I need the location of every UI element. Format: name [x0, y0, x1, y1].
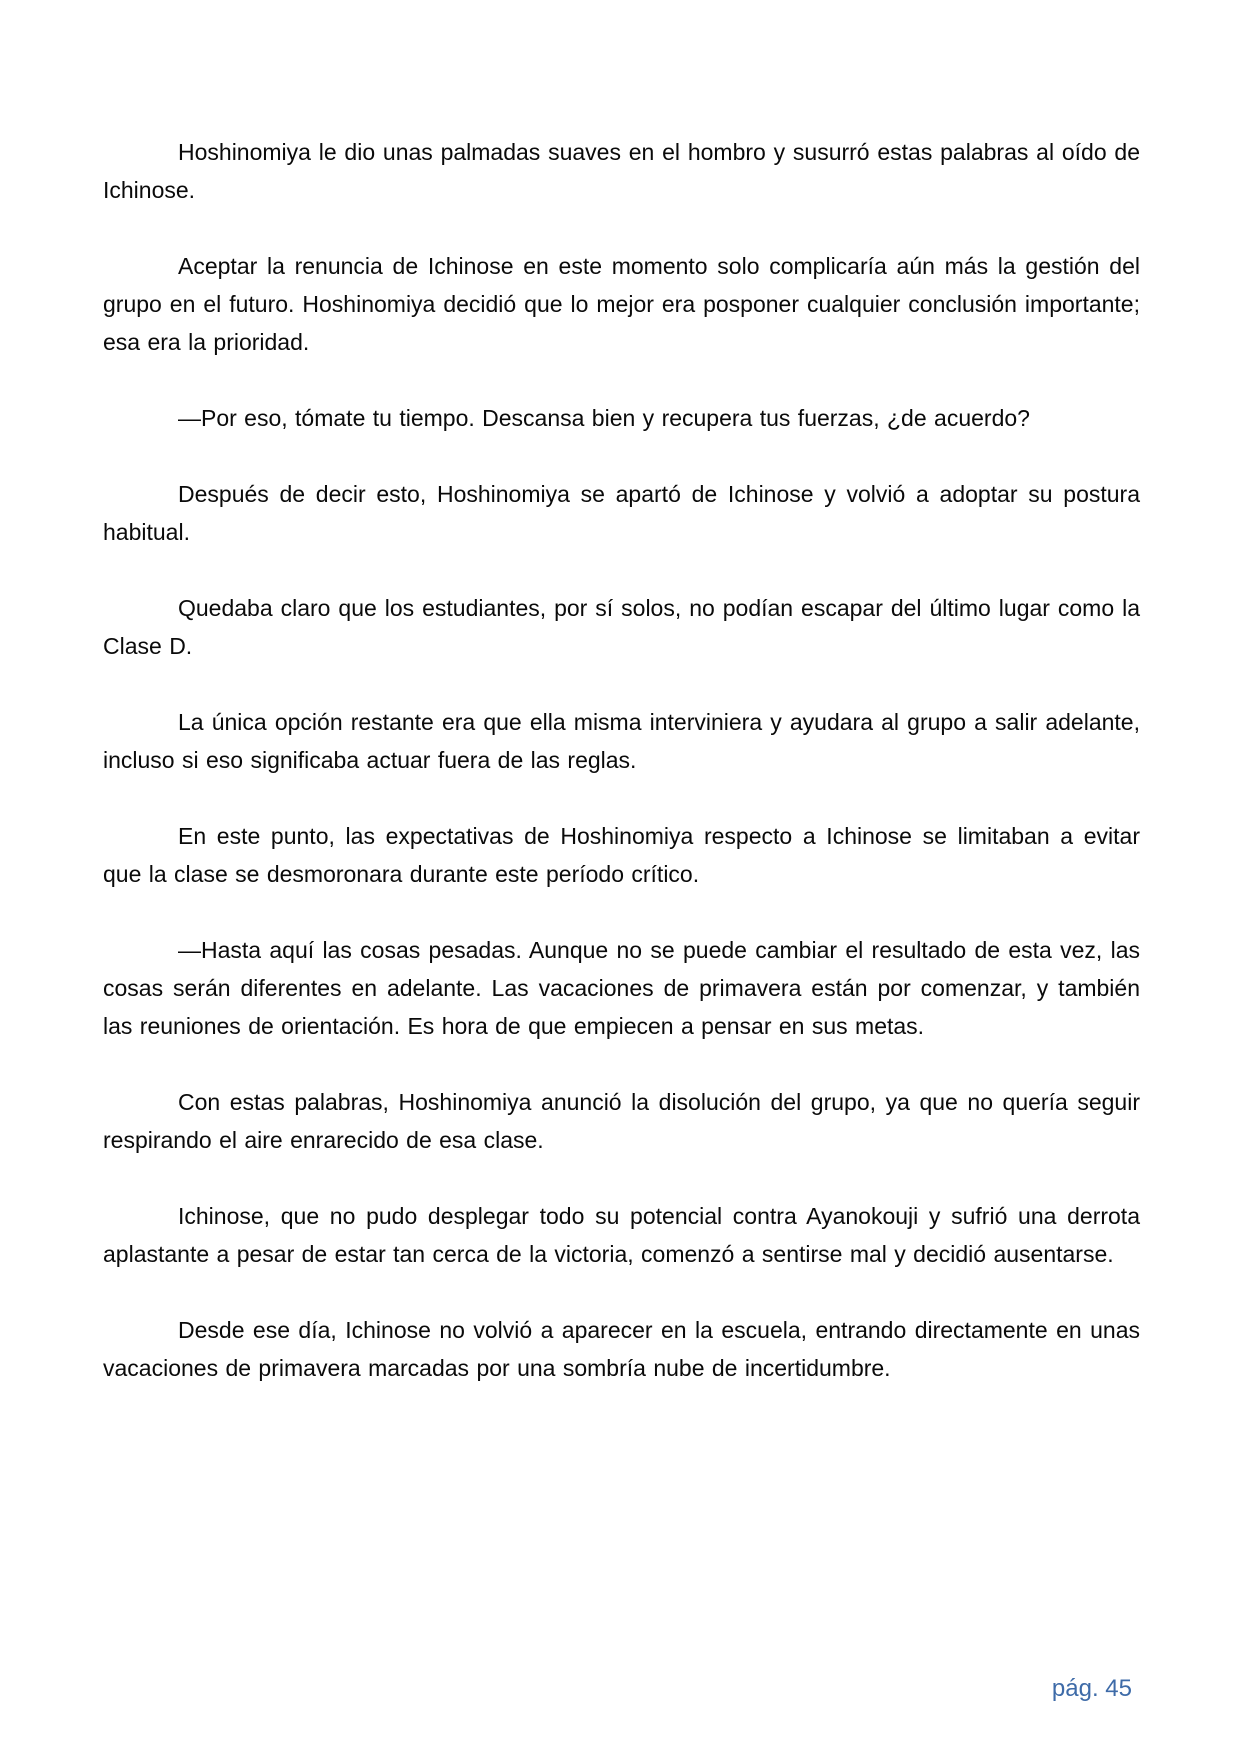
paragraph: Hoshinomiya le dio unas palmadas suaves en el hombro y susurró estas palabras al oído de Ichinose. [103, 139, 1140, 203]
paragraph: Quedaba claro que los estudiantes, por sí solos, no podían escapar del último lugar como la Clase D. [103, 595, 1140, 659]
document-body [103, 133, 1140, 1425]
paragraph-dialogue: —Hasta aquí las cosas pesadas. Aunque no se puede cambiar el resultado de esta vez, las cosas serán diferentes en adelante. Las vacaciones de primavera están por comenzar, y también las reuniones de orientación. Es hora de que empiecen a pensar en sus metas. [103, 937, 1140, 1039]
paragraph: Desde ese día, Ichinose no volvió a aparecer en la escuela, entrando directamente en unas vacaciones de primavera marcadas por una sombría nube de incertidumbre. [103, 1317, 1140, 1381]
paragraph: Aceptar la renuncia de Ichinose en este momento solo complicaría aún más la gestión del grupo en el futuro. Hoshinomiya decidió que lo mejor era posponer cualquier conclusión importante; esa era la prioridad. [103, 253, 1140, 355]
paragraph: Ichinose, que no pudo desplegar todo su potencial contra Ayanokouji y sufrió una derrota aplastante a pesar de estar tan cerca de la victoria, comenzó a sentirse mal y decidió ausentarse. [103, 1203, 1140, 1267]
paragraph: Con estas palabras, Hoshinomiya anunció la disolución del grupo, ya que no quería seguir respirando el aire enrarecido de esa clase. [103, 1089, 1140, 1153]
paragraph-dialogue: —Por eso, tómate tu tiempo. Descansa bien y recupera tus fuerzas, ¿de acuerdo? [178, 405, 1030, 431]
page-number: pág. 45 [1051, 1675, 1132, 1702]
paragraph: En este punto, las expectativas de Hoshinomiya respecto a Ichinose se limitaban a evitar que la clase se desmoronara durante este período crítico. [103, 823, 1140, 887]
paragraph: La única opción restante era que ella misma interviniera y ayudara al grupo a salir adelante, incluso si eso significaba actuar fuera de las reglas. [103, 709, 1140, 773]
paragraph: Después de decir esto, Hoshinomiya se apartó de Ichinose y volvió a adoptar su postura habitual. [103, 481, 1140, 545]
